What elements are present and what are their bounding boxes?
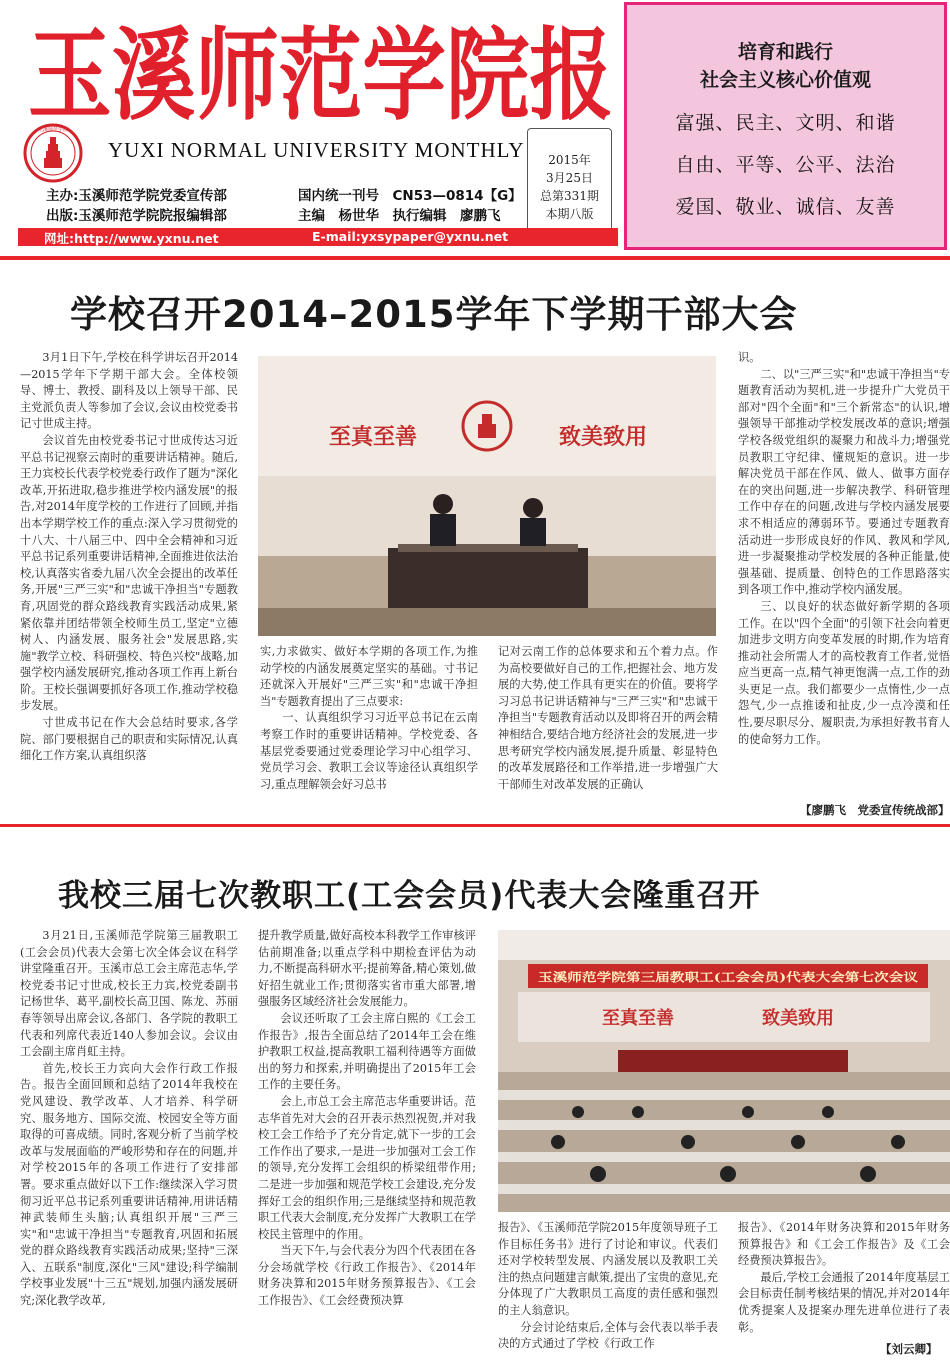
cn-number-line: 国内统一刊号 CN53—0814【G】 [298,188,522,204]
website-link[interactable]: 网址:http://www.yxnu.net [44,231,219,246]
photo-banner-right: 致美致用 [558,424,648,450]
seal-text: 玉溪师范学院 [37,127,69,133]
article2-paragraph: 报告》、《玉溪师范学院2015年度领导班子工作目标任务书》进行了讨论和审议。代表们还对学校转型发展、内涵发展以及教职工关注的热点问题建言献策,提出了宝贵的意见,充分体现了广大教职员工高度的责任感和强烈的主人翁意识。 [498,1221,718,1317]
article2-column-3 [498,1220,718,1360]
values-heading-1: 培育和践行 [737,41,833,63]
article-divider [0,824,950,827]
newspaper-calligraphy-title [28,10,618,128]
photo-slogan-right: 致美致用 [762,1008,834,1029]
issue-year: 2015年 [548,153,591,167]
issue-date: 3月25日 [546,171,593,185]
article2-paragraph: 分会讨论结束后,全体与会代表以举手表决的方式通过了学校《行政工作 [498,1320,718,1351]
article2-headline: 我校三届七次教职工(工会会员)代表大会隆重召开 [58,878,761,914]
core-values-box [624,2,947,250]
masthead-divider [0,256,950,260]
values-line-3: 爱国、敬业、诚信、友善 [675,196,896,218]
article1-headline: 学校召开2014–2015学年下学期干部大会 [70,293,798,336]
article2-byline: 【刘云卿】 [880,1342,938,1356]
article1-paragraph: 二、以"三严三实"和"忠诚干净担当"专题教育活动为契机,进一步提升广大党员干部对"四个全面"和"三个新常态"的认识,增强领导干部推动学校发展改革的意识;增强学校各级党组织的凝聚力和战斗力;增强党员教职工守纪律、懂规矩的意识。进一步解决党员干部在作风、做人、做事方面存在的突出问题,进一步解决教学、科研管理工作中存在的问题,改进与学校内涵发展要求不相适应的薄弱环节。要通过专题教育活动进一步形成良好的作风、教风和学风,进一步凝聚推动学校发展的各种正能量,使强基础、提质量、创特色的工作思路落实到各项工作中,推动学校内涵发展。 [738,367,950,597]
article2-paragraph: 报告》、《2014年财务决算和2015年财务预算报告》和《工会工作报告》及《工会经费预决算报告》。 [738,1221,950,1268]
article1-paragraph: 会议首先由校党委书记寸世成传达习近平总书记视察云南时的重要讲话精神。随后,王力宾校长代表学校党委行政作了题为"深化改革,开拓进取,稳步推进学校内涵发展"的报告,对2014年度学校的工作进行了回顾,并指出本学期学校工作的重点:深入学习贯彻党的十八大、十八届三中、四中全会精神和习近平总书记系列重要讲话精神,全面推进依法治校,认真落实省委九届八次全会提出的改革任务,开展"三严三实"和"忠诚干净担当"专题教育,巩固党的群众路线教育实践活动成果,紧紧依靠并团结带领全校师生员工,坚定"立德树人、内涵发展、服务社会"发展思路,实施"教学立校、科研强校、特色兴校"战略,加强学校内涵发展研究,推动各项工作再上新台阶。王校长强调要抓好各项工作,推动学校稳步发展。 [20,433,238,713]
article2-paragraph: 会上,市总工会主席范志华重要讲话。范志华首先对大会的召开表示热烈祝贺,并对我校工会工作给予了充分肯定,就下一步的工会工作作出了要求,一是进一步加强对工会工作的领导,充分发挥工会组织的桥梁纽带作用;二是进一步加强和规范学校工会建设,充分发挥好工会的组织作用;三是继续坚持和规范教职工代表大会制度,充分发挥广大教职工在学校民主管理中的作用。 [258,1094,476,1241]
article1-paragraph: 记对云南工作的总体要求和五个着力点。作为高校要做好自己的工作,把握社会、地方发展的大势,使工作具有更实在的价值。要将学习习总书记讲话精神与"三严三实"和"忠诚干净担当"专题教育活动以及即将召开的两会精神相结合,要结合地方经济社会的发展,进一步思考研究学校内涵发展,提升质量、彰显特色的改革发展路径和工作举措,进一步增强广大干部师生对改革发展的正确认 [498,645,718,791]
issue-pages: 本期八版 [545,207,594,221]
article2-paragraph: 最后,学校工会通报了2014年度基层工会目标责任制考核结果的情况,并对2014年优秀提案人及提案办理先进单位进行了表彰。 [738,1270,950,1334]
english-title: YUXI NORMAL UNIVERSITY MONTHLY [108,138,525,162]
publisher-line: 出版:玉溪师范学院院报编辑部 [46,208,227,224]
photo-congress-banner: 玉溪师范学院第三届教职工(工会会员)代表大会第七次会议 [538,970,919,984]
issue-info-box [527,128,612,232]
university-seal-icon [22,122,100,184]
photo-slogan-left: 至真至善 [602,1008,674,1029]
article2-paragraph: 首先,校长王力宾向大会作行政工作报告。报告全面回顾和总结了2014年我校在党风建设、教学改革、人才培养、科学研究、服务地方、国际交流、校园安全等方面取得的可喜成绩。同时,客观分析了当前学校改革与发展面临的严峻形势和存在的问题,并对学校2015年的各项工作进行了安排部署。要求重点做好以下工作:继续深入学习贯彻习近平总书记系列重要讲话精神,用讲话精神武装师生头脑;认真组织开展"三严三实"和"忠诚干净担当"专题教育,巩固和拓展党的群众路线教育实践活动成果;坚持"三深入、五联系"制度,深化"三风"建设;科学编制学校事业发展"十三五"规划,加强内涵发展研究;深化教学改革, [20,1061,238,1308]
newspaper-title-text: 玉溪师范学院报 [28,16,613,128]
article2-paragraph: 3月21日,玉溪师范学院第三届教职工(工会会员)代表大会第七次全体会议在科学讲堂隆重召开。玉溪市总工会主席范志华,学校党委书记寸世成,校长王力宾,校党委副书记杨世华、葛平,副校长高卫国、陈龙、苏丽春等领导出席会议,各部门、各学院的教职工代表和列席代表近140人参加会议。会议由工会副主席肖虹主持。 [20,929,238,1059]
article2-column-4 [738,1220,950,1338]
contact-bar [18,228,618,246]
article2-column-2 [258,928,476,1360]
values-heading-2: 社会主义核心价值观 [699,69,871,91]
values-line-2: 自由、平等、公平、法治 [675,154,896,176]
article1-paragraph: 实,力求做实、做好本学期的各项工作,为推动学校的内涵发展奠定坚实的基础。寸书记还就深入开展好"三严三实"和"忠诚干净担当"专题教育提出了三点要求: [260,645,478,708]
article2-paragraph: 提升教学质量,做好高校本科教学工作审核评估前期准备;以重点学科中期检查评估为动力,不断提高科研水平;提前筹备,精心策划,做好招生就业工作;贯彻落实省市重大部署,增强服务区域经济社会发展能力。 [258,929,476,1009]
article1-column-4 [738,350,950,800]
article2-congress-photo [498,930,950,1212]
article1-column-3 [498,644,718,818]
photo-banner-left: 至真至善 [328,424,418,450]
article2-paragraph: 会议还听取了工会主席白熙的《工会工作报告》,报告全面总结了2014年工会在维护教职工权益,提高教职工福利待遇等方面做出的努力和探索,并明确提出了2015年工会工作的主要任务。 [258,1011,476,1092]
values-line-1: 富强、民主、文明、和谐 [675,112,896,134]
article2-column-1 [20,928,238,1360]
article1-paragraph: 寸世成书记在作大会总结时要求,各学院、部门要根据自己的职责和实际情况,认真细化工作方案,认真组织落 [20,716,238,763]
article1-paragraph: 3月1日下午,学校在科学讲坛召开2014—2015学年下学期干部大会。全体校领导、博士、教授、副科及以上领导干部、民主党派负责人等参加了会议,会议由校党委书记寸世成主持。 [20,351,238,431]
article1-meeting-photo [258,356,716,636]
article1-column-2 [260,644,478,818]
email-link[interactable]: E-mail:yxsypaper@yxnu.net [312,229,509,244]
sponsor-line: 主办:玉溪师范学院党委宣传部 [46,188,227,204]
editors-line: 主编 杨世华 执行编辑 廖鹏飞 [298,208,501,224]
issue-number: 总第331期 [540,189,599,203]
article1-column-1 [20,350,238,818]
article1-paragraph: 一、认真组织学习习近平总书记在云南考察工作时的重要讲话精神。学校党委、各基层党委要通过党委理论学习中心组学习、党员学习会、教职工会议等途径认真组织学习,重点理解领会好习总书 [260,711,478,791]
article1-byline: 【廖鹏飞 党委宣传统战部】 [800,803,950,817]
article1-paragraph: 识。 [738,351,761,364]
article2-paragraph: 当天下午,与会代表分为四个代表团在各分会场就学校《行政工作报告》、《2014年财务决算和2015年财务预算报告》、《工会工作报告》、《工会经费预决算 [258,1244,476,1308]
article1-paragraph: 三、以良好的状态做好新学期的各项工作。在以"四个全面"的引领下社会向着更加进步文明方向变革发展的时期,作为培育推动社会所需人才的高校教育工作者,觉悟应当更高一点,精气神更饱满一点,工作的劲头更足一点。我们都要少一点惰性,少一点怨气,少一点推诿和扯皮,少一点冷漠和任性,要尽职尽分、履职责,为承担好教书育人的使命努力工作。 [738,599,950,746]
